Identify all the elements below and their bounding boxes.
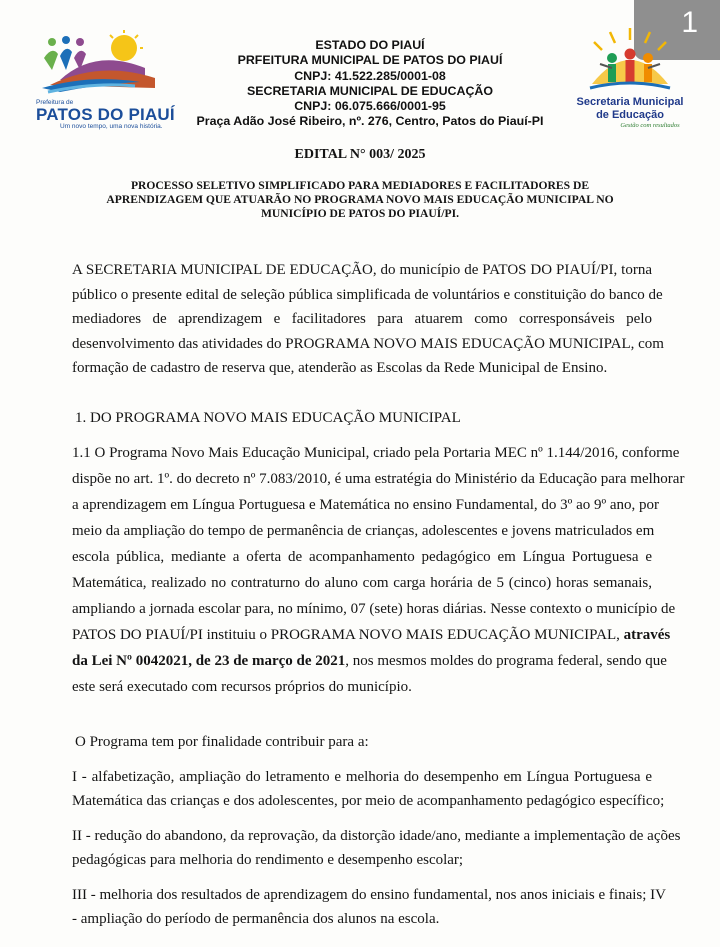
- secretaria-logo-title: [560, 96, 700, 122]
- paragraph-line: este será executado com recursos próprios do município.: [72, 679, 412, 695]
- paragraph-line: meio da ampliação do tempo de permanência de crianças, adolescentes e jovens matriculados em: [72, 523, 655, 539]
- header-cnpj-secretaria: CNPJ: 06.075.666/0001-95: [294, 99, 446, 114]
- list-item: [72, 824, 681, 872]
- list-item-line: pedagógicas para melhoria do rendimento e desempenho escolar;: [72, 852, 464, 868]
- paragraph-line: Matemática, realizado no contraturno do aluno com carga horária de 5 (cinco) horas semanais,: [72, 575, 652, 591]
- secretaria-logo: [560, 26, 700, 136]
- paragraph-line: escola pública, mediante a oferta de acompanhamento pedagógico em Língua Portuguesa e: [72, 549, 652, 565]
- paragraph-bold-text: através: [623, 627, 671, 643]
- subtitle-line: PROCESSO SELETIVO SIMPLIFICADO PARA MEDIADORES E FACILITADORES DE: [130, 179, 590, 192]
- secretaria-logo-title-line1: Secretaria Municipal: [576, 96, 684, 108]
- law-reference: da Lei Nº 0042021, de 23 de março de 2021: [72, 653, 346, 669]
- list-item: [72, 883, 666, 931]
- secretaria-logo-graphic: [560, 26, 700, 96]
- document-header: [160, 38, 580, 130]
- section-title: 1. DO PROGRAMA NOVO MAIS EDUCAÇÃO MUNICIPAL: [75, 410, 461, 426]
- program-purpose-intro: O Programa tem por finalidade contribuir para a:: [75, 734, 369, 750]
- intro-paragraph: [72, 258, 664, 381]
- paragraph-line: mediadores de aprendizagem e facilitadores para atuarem como corresponsáveis pelo: [72, 311, 652, 327]
- header-prefeitura: PRFEITURA MUNICIPAL DE PATOS DO PIAUÍ: [237, 53, 503, 68]
- subtitle-line: MUNICÍPIO DE PATOS DO PIAUÍ/PI.: [260, 207, 460, 220]
- paragraph-line: [72, 648, 667, 674]
- paragraph-line: ampliando a jornada escolar para, no mínimo, 07 (sete) horas diárias. Nesse contexto o município de: [72, 601, 676, 617]
- page-number: 1: [681, 6, 698, 39]
- subtitle-line: APRENDIZAGEM QUE ATUARÃO NO PROGRAMA NOVO MAIS EDUCAÇÃO MUNICIPAL NO: [106, 193, 614, 206]
- paragraph-line: desenvolvimento das atividades do PROGRAMA NOVO MAIS EDUCAÇÃO MUNICIPAL, com: [72, 335, 664, 352]
- list-item-line: I - alfabetização, ampliação do letramento e melhoria do desempenho em Língua Portuguesa e: [72, 769, 652, 785]
- prefeitura-logo-graphic: [20, 30, 170, 100]
- paragraph-text: PATOS DO PIAUÍ/PI instituiu o PROGRAMA NOVO MAIS EDUCAÇÃO MUNICIPAL,: [72, 627, 620, 643]
- secretaria-logo-title-line2: de Educação: [596, 109, 664, 121]
- header-address: Praça Adão José Ribeiro, nº. 276, Centro, Patos do Piauí-PI: [196, 114, 544, 129]
- secretaria-logo-slogan: Gestão com resultados: [620, 122, 680, 129]
- header-cnpj-prefeitura: CNPJ: 41.522.285/0001-08: [294, 68, 446, 83]
- paragraph-text: , nos mesmos moldes do programa federal, sendo que: [345, 653, 667, 669]
- paragraph-line: dispõe no art. 1º. do decreto nº 7.083/2010, é uma estratégia do Ministério da Educação para melhorar: [72, 471, 685, 487]
- paragraph-line: [72, 622, 671, 648]
- paragraph-line: A SECRETARIA MUNICIPAL DE EDUCAÇÃO, do município de PATOS DO PIAUÍ/PI, torna: [72, 262, 652, 278]
- prefeitura-name: PATOS DO PIAUÍ: [36, 105, 175, 124]
- paragraph-line: formação de cadastro de reserva que, atenderão as Escolas da Rede Municipal de Ensino.: [72, 360, 608, 376]
- section-1-1-paragraph: [72, 440, 685, 700]
- edital-title: EDITAL N° 003/ 2025: [294, 147, 426, 162]
- paragraph-line: a aprendizagem em Língua Portuguesa e Matemática no ensino Fundamental, do 3º ao 9º ano, por: [72, 497, 660, 513]
- list-item-line: III - melhoria dos resultados de aprendizagem do ensino fundamental, nos anos iniciais e finais; IV: [72, 887, 666, 903]
- prefeitura-small-text: Prefeitura de: [36, 99, 74, 106]
- prefeitura-slogan: Um novo tempo, uma nova história.: [60, 123, 163, 130]
- paragraph-line: 1.1 O Programa Novo Mais Educação Municipal, criado pela Portaria MEC nº 1.144/2016, conforme: [72, 445, 680, 461]
- paragraph-line: público o presente edital de seleção pública simplificada de voluntários e constituição do banco de: [72, 286, 663, 303]
- header-secretaria: SECRETARIA MUNICIPAL DE EDUCAÇÃO: [247, 83, 493, 98]
- list-item-line: Matemática das crianças e dos adolescentes, por meio de acompanhamento pedagógico específico;: [72, 793, 665, 809]
- list-item-line: - ampliação do período de permanência dos alunos na escola.: [72, 911, 440, 927]
- list-item-line: II - redução do abandono, da reprovação, da distorção idade/ano, mediante a implementação de ações: [72, 828, 681, 844]
- list-item: [72, 765, 665, 813]
- edital-subtitle: [80, 179, 640, 221]
- header-state: ESTADO DO PIAUÍ: [315, 38, 425, 52]
